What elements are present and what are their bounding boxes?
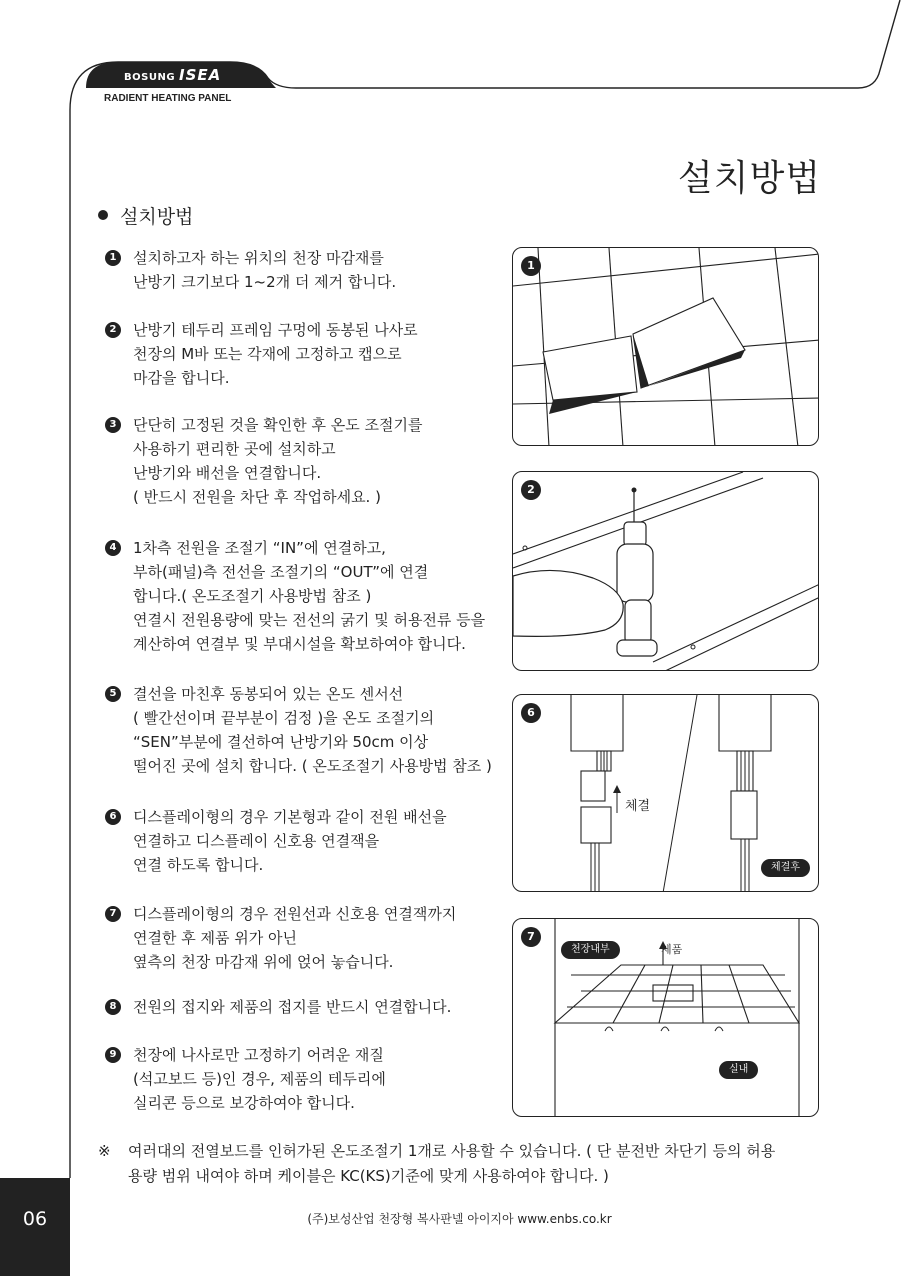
step-line: 연결한 후 제품 위가 아닌: [133, 929, 297, 947]
footer: [0, 1210, 913, 1227]
step-number-badge: 5: [105, 686, 121, 702]
step-line: “SEN”부분에 결선하여 난방기와 50cm 이상: [133, 733, 429, 751]
ceiling-tiles-illustration: [513, 248, 819, 446]
step-line: 천장의 M바 또는 각재에 고정하고 캡으로: [133, 345, 402, 363]
section-heading-text: 설치방법: [120, 206, 194, 228]
step-4: [105, 536, 485, 656]
note: [98, 1139, 775, 1189]
step-line: 연결하고 디스플레이 신호용 연결잭을: [133, 832, 380, 850]
step-7: [105, 902, 456, 974]
figure-number-badge: 1: [521, 256, 541, 276]
step-number-badge: 9: [105, 1047, 121, 1063]
page-number: 06: [22, 1208, 48, 1230]
footer-text: (주)보성산업 천장형 복사판넬 아이지아 www.enbs.co.kr: [307, 1212, 612, 1226]
step-3: [105, 413, 422, 509]
step-line: 디스플레이형의 경우 기본형과 같이 전원 배선을: [133, 808, 447, 826]
figure-number-badge: 7: [521, 927, 541, 947]
step-line: 설치하고자 하는 위치의 천장 마감재를: [133, 249, 384, 267]
drill-illustration: [513, 472, 819, 671]
step-line: 연결시 전원용량에 맞는 전선의 굵기 및 허용전류 등을: [133, 611, 486, 629]
step-line: 천장에 나사로만 고정하기 어려운 재질: [133, 1046, 384, 1064]
figure-1-ceiling-tiles: [512, 247, 819, 446]
step-line: 디스플레이형의 경우 전원선과 신호용 연결잭까지: [133, 905, 457, 923]
step-line: 옆측의 천장 마감재 위에 얹어 놓습니다.: [133, 953, 394, 971]
note-mark: ※: [98, 1142, 111, 1160]
step-number-badge: 4: [105, 540, 121, 556]
figure-6-connector: [512, 694, 819, 892]
indoor-badge: 실내: [719, 1061, 758, 1079]
step-line: 연결 하도록 합니다.: [133, 856, 264, 874]
brand-logo: [124, 66, 221, 84]
figure-7-placement: [512, 918, 819, 1117]
step-1: [105, 246, 396, 294]
step-number-badge: 2: [105, 322, 121, 338]
after-joining-badge: 체결후: [761, 859, 810, 877]
bullet-icon: [98, 210, 108, 220]
step-number-badge: 3: [105, 417, 121, 433]
figure-number-badge: 6: [521, 703, 541, 723]
step-8: [105, 995, 451, 1019]
ceiling-interior-badge: 천장내부: [561, 941, 620, 959]
step-line: 전원의 접지와 제품의 접지를 반드시 연결합니다.: [133, 998, 452, 1016]
step-9: [105, 1043, 386, 1115]
step-line: ( 반드시 전원을 차단 후 작업하세요. ): [133, 488, 381, 506]
step-line: 난방기 테두리 프레임 구멍에 동봉된 나사로: [133, 321, 418, 339]
section-heading: [98, 202, 193, 229]
page-title: 설치방법: [677, 158, 821, 199]
step-5: [105, 682, 492, 778]
step-number-badge: 1: [105, 250, 121, 266]
arrow-label: 체결: [625, 799, 651, 814]
brand-subtitle: RADIENT HEATING PANEL: [104, 93, 232, 104]
step-number-badge: 7: [105, 906, 121, 922]
step-line: 단단히 고정된 것을 확인한 후 온도 조절기를: [133, 416, 423, 434]
step-line: 계산하여 연결부 및 부대시설을 확보하여야 합니다.: [133, 635, 466, 653]
step-line: 마감을 합니다.: [133, 369, 230, 387]
step-number-badge: 6: [105, 809, 121, 825]
note-line: 여러대의 전열보드를 인허가된 온도조절기 1개로 사용할 수 있습니다. ( 단 분전반 차단기 등의 허용: [128, 1142, 776, 1160]
step-line: 떨어진 곳에 설치 합니다. ( 온도조절기 사용방법 참조 ): [133, 757, 492, 775]
brand-isea-logo: ISEA: [179, 66, 222, 84]
brand-company: BOSUNG: [124, 72, 176, 83]
step-6: [105, 805, 447, 877]
step-line: 실리콘 등으로 보강하여야 합니다.: [133, 1094, 355, 1112]
step-line: 결선을 마친후 동봉되어 있는 온도 센서선: [133, 685, 404, 703]
step-line: ( 빨간선이며 끝부분이 검정 )을 온도 조절기의: [133, 709, 435, 727]
figure-2-drill: [512, 471, 819, 671]
figure-number-badge: 2: [521, 480, 541, 500]
product-label: 제품: [661, 943, 683, 956]
step-line: 난방기와 배선을 연결합니다.: [133, 464, 322, 482]
step-line: (석고보드 등)인 경우, 제품의 테두리에: [133, 1070, 386, 1088]
step-line: 사용하기 편리한 곳에 설치하고: [133, 440, 336, 458]
step-line: 합니다.( 온도조절기 사용방법 참조 ): [133, 587, 372, 605]
step-line: 난방기 크기보다 1~2개 더 제거 합니다.: [133, 273, 397, 291]
step-line: 부하(패널)측 전선을 조절기의 “OUT”에 연결: [133, 563, 429, 581]
step-line: 1차측 전원을 조절기 “IN”에 연결하고,: [133, 539, 386, 557]
step-2: [105, 318, 418, 390]
note-line: 용량 범위 내여야 하며 케이블은 KC(KS)기준에 맞게 사용하여야 합니다. ): [128, 1167, 609, 1185]
step-number-badge: 8: [105, 999, 121, 1015]
